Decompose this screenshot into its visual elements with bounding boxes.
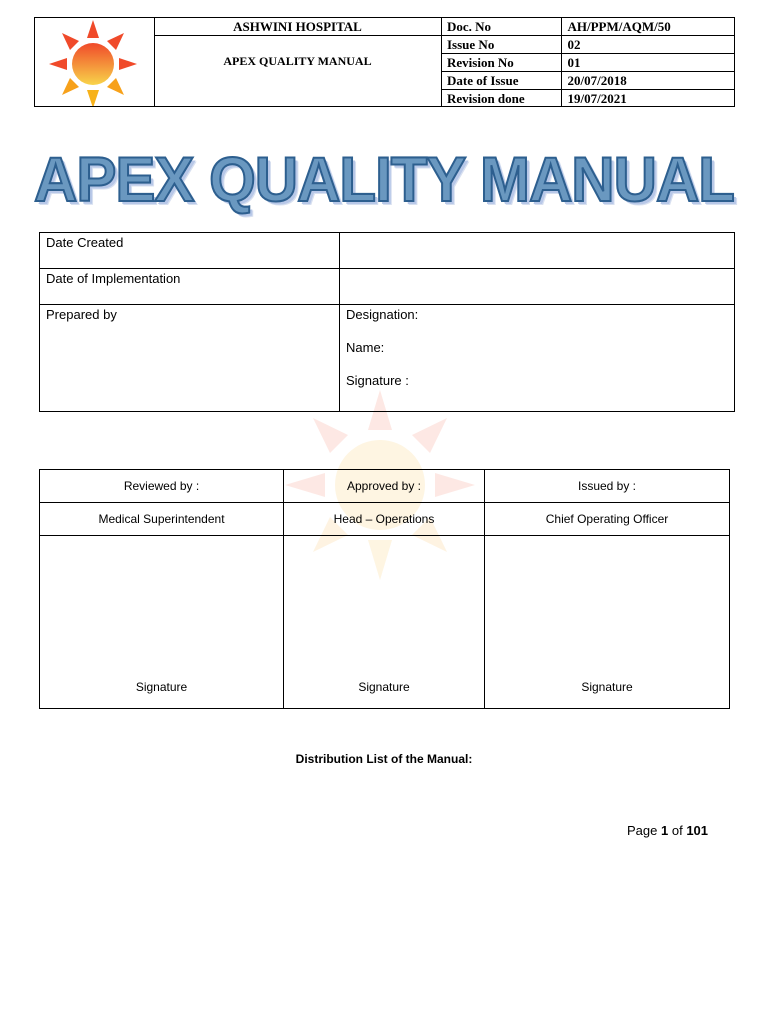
designation-label: Designation:	[346, 307, 419, 322]
doc-control-key: Revision No	[441, 54, 561, 72]
preparer-details	[340, 305, 735, 412]
doc-control-row	[441, 18, 734, 36]
hospital-name: ASHWINI HOSPITAL	[154, 18, 441, 36]
doc-control-key: Date of Issue	[441, 72, 561, 90]
page-current: 1	[661, 823, 669, 838]
prepared-by-label: Prepared by	[40, 305, 340, 412]
doc-control-value: 19/07/2021	[567, 91, 627, 106]
date-implementation-field	[340, 269, 735, 305]
approver-role: Head – Operations	[284, 503, 485, 536]
approver-signature: Signature	[284, 536, 485, 709]
date-created-label: Date Created	[40, 233, 340, 269]
document-header	[34, 17, 735, 107]
doc-control-key: Issue No	[441, 36, 561, 54]
table-row	[40, 305, 735, 412]
signature-label: Signature :	[346, 373, 409, 388]
table-row	[40, 536, 730, 709]
manual-name: APEX QUALITY MANUAL	[223, 54, 372, 68]
reviewer-signature: Signature	[40, 536, 284, 709]
date-created-field	[340, 233, 735, 269]
page-title: APEX QUALITY MANUAL	[34, 144, 734, 215]
doc-control-row	[441, 72, 734, 90]
page-of: of	[671, 823, 683, 838]
doc-control-row	[441, 90, 734, 108]
table-row	[40, 503, 730, 536]
doc-control-value: 20/07/2018	[561, 72, 734, 90]
table-row	[40, 269, 735, 305]
doc-control-value: 02	[561, 36, 734, 54]
doc-control-key: Doc. No	[441, 18, 561, 36]
doc-control-value: 01	[561, 54, 734, 72]
preparation-table	[39, 232, 735, 412]
approved-by-label: Approved by :	[284, 470, 485, 503]
distribution-heading: Distribution List of the Manual:	[295, 752, 473, 766]
doc-control-row	[441, 36, 734, 54]
page-label: Page	[627, 823, 658, 838]
doc-control-key: Revision done	[441, 90, 561, 108]
doc-control-value: AH/PPM/AQM/50	[561, 18, 734, 36]
page-total: 101	[686, 823, 709, 838]
table-row	[40, 233, 735, 269]
name-label: Name:	[346, 340, 385, 355]
date-implementation-label: Date of Implementation	[40, 269, 340, 305]
issuer-signature: Signature	[485, 536, 730, 709]
logo-cell	[35, 18, 155, 106]
reviewed-by-label: Reviewed by :	[40, 470, 284, 503]
doc-control-table	[441, 18, 734, 107]
issuer-role: Chief Operating Officer	[485, 503, 730, 536]
approval-table	[39, 469, 730, 709]
page-number	[627, 823, 708, 838]
header-title-cell	[154, 18, 442, 106]
sun-logo-icon	[35, 18, 154, 106]
reviewer-role: Medical Superintendent	[40, 503, 284, 536]
doc-control-row	[441, 54, 734, 72]
table-row	[40, 470, 730, 503]
issued-by-label: Issued by :	[485, 470, 730, 503]
